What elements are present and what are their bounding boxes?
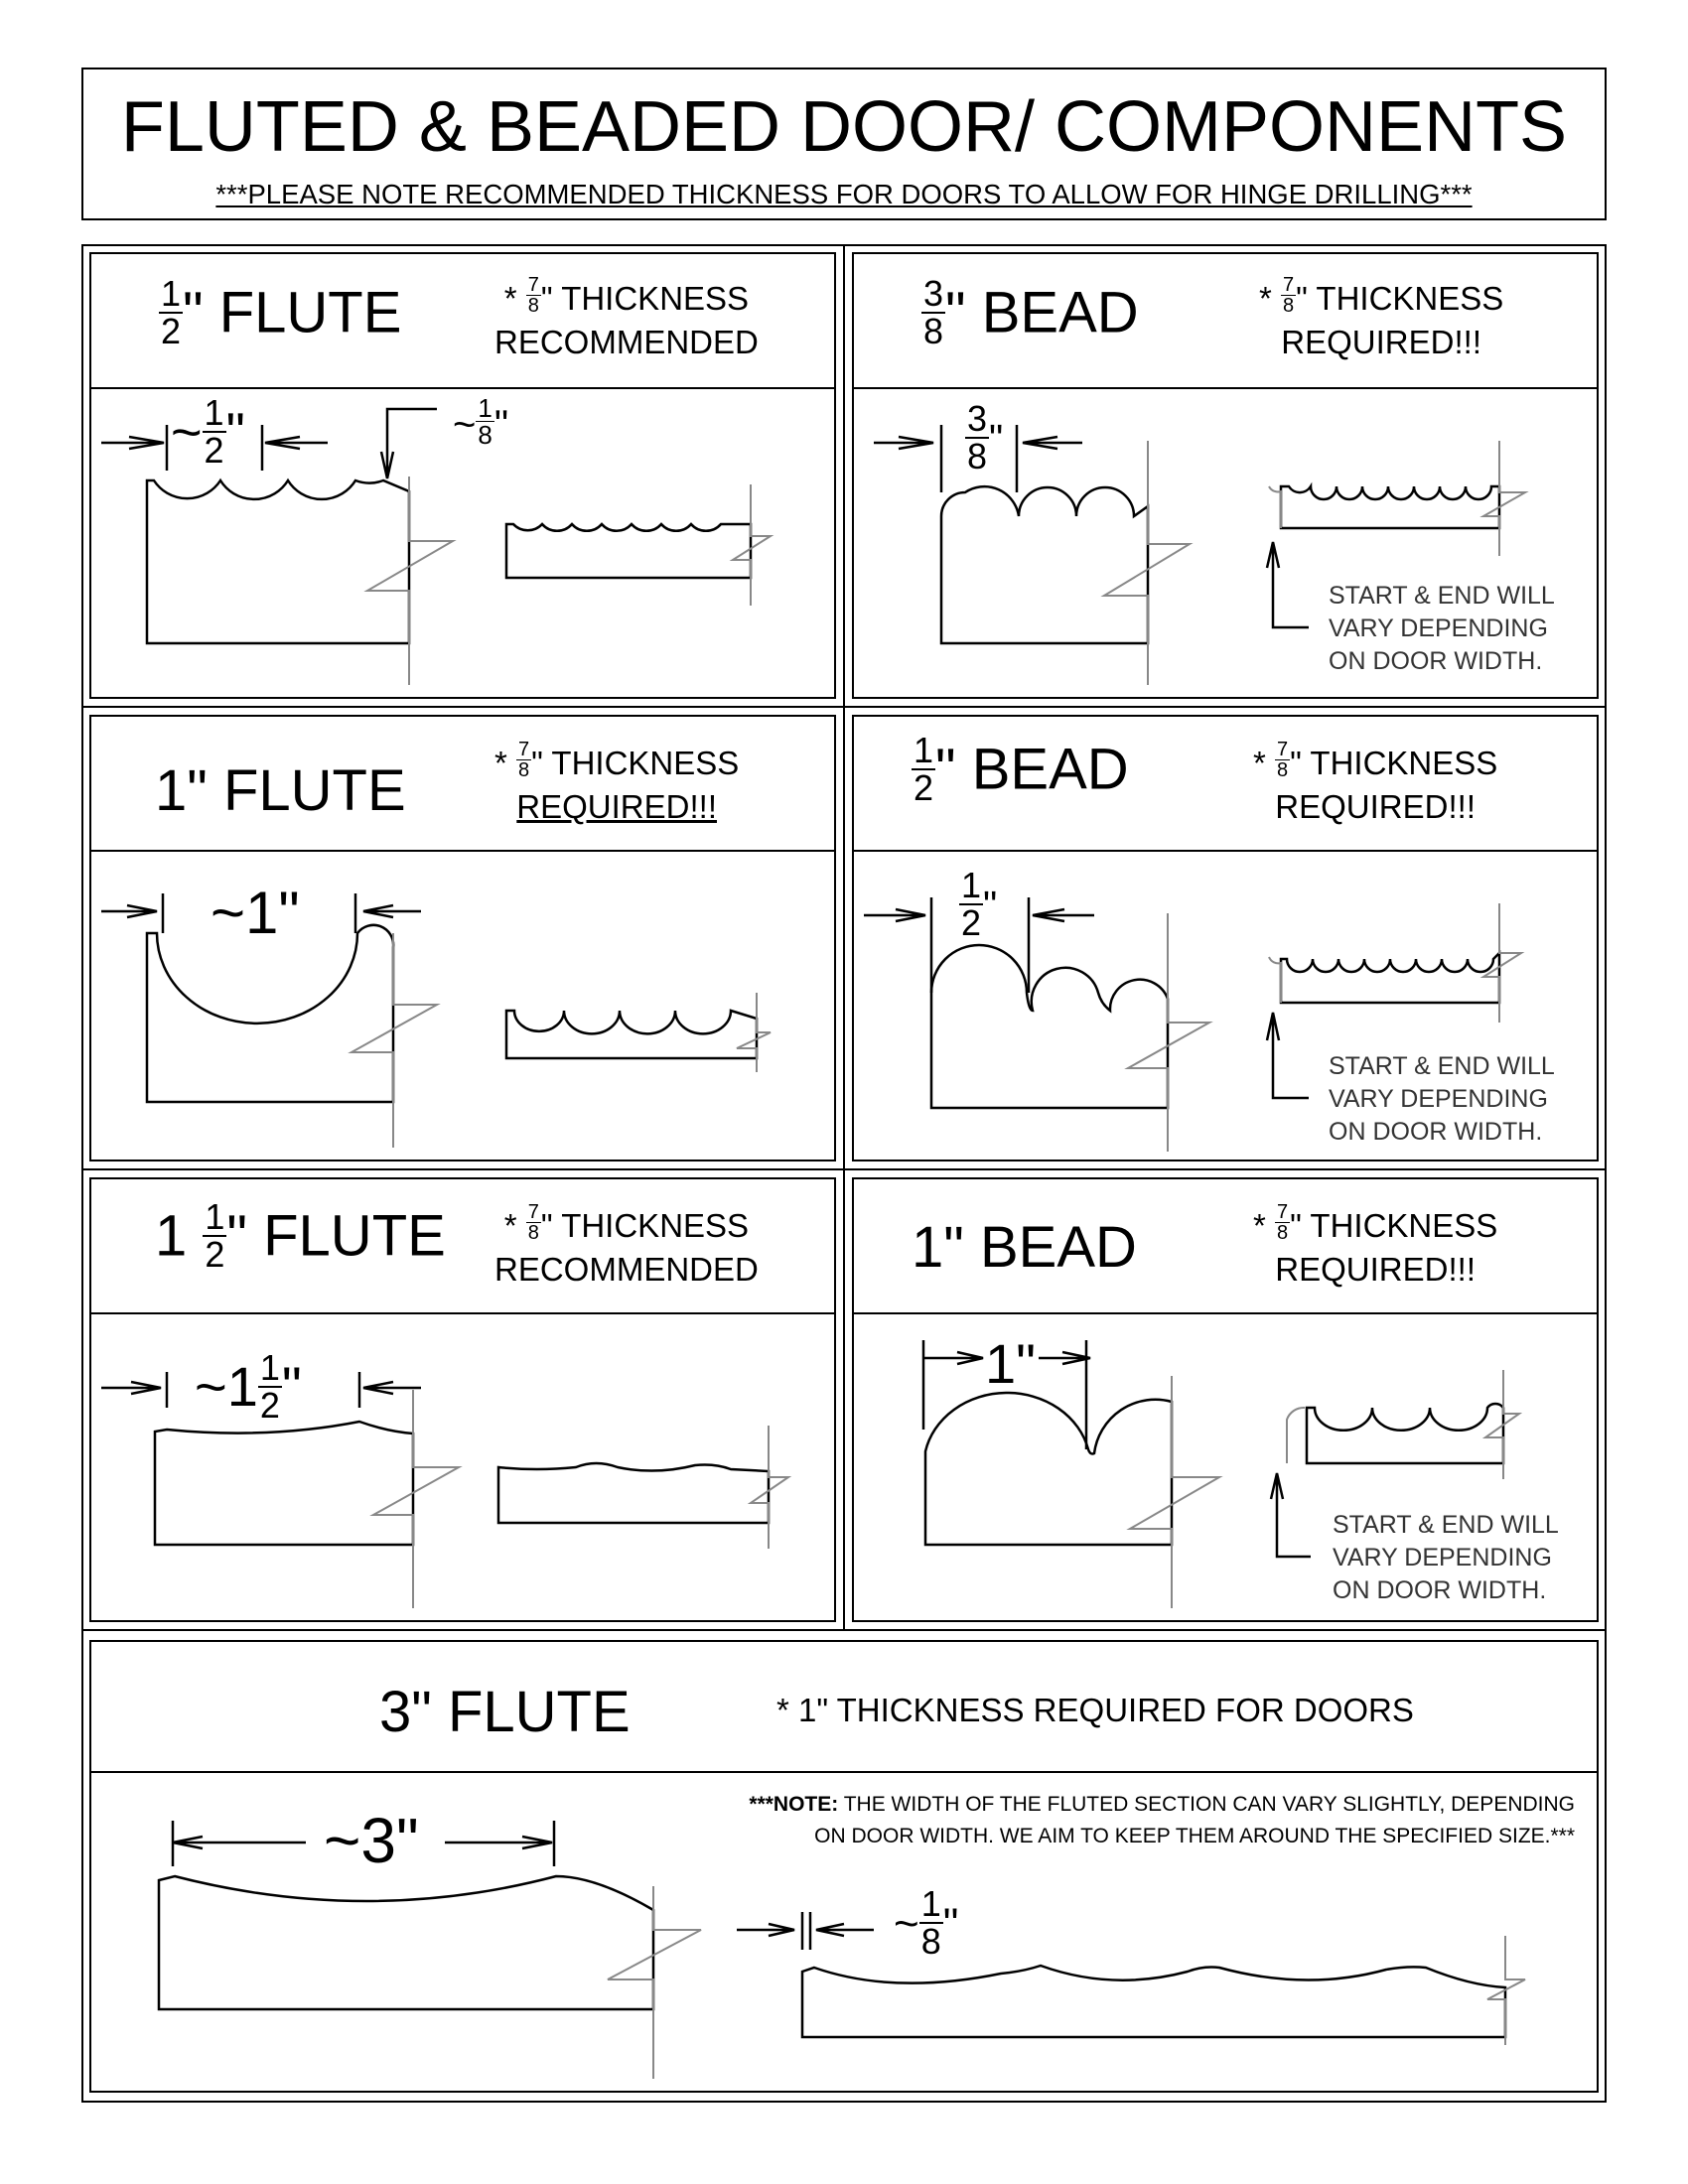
flute-width-dimension: ~3" <box>324 1805 419 1876</box>
panel-title: $\frac{1}{2}$ " BEAD <box>914 730 1129 808</box>
thickness-note: * $\frac{7}{8}$ " THICKNESS RECOMMENDED <box>494 273 759 360</box>
flute-width-dimension: ~1" <box>211 880 300 946</box>
bead-width-dimension: 1" <box>985 1332 1037 1395</box>
thickness-note: * $\frac{7}{8}$ " THICKNESS REQUIRED!!! <box>1253 738 1498 825</box>
panel-title: 1 $\frac{1}{2}$ " FLUTE <box>155 1196 446 1275</box>
page-title: FLUTED & BEADED DOOR/ COMPONENTS <box>120 87 1568 167</box>
bead-width-dimension: $\frac{1}{2}$ " <box>961 865 998 943</box>
thickness-note: * $\frac{7}{8}$ " THICKNESS REQUIRED!!! <box>1253 1200 1498 1288</box>
bead-width-dimension: $\frac{3}{8}$ " <box>967 398 1004 477</box>
page-subtitle: ***PLEASE NOTE RECOMMENDED THICKNESS FOR DOORS TO ALLOW FOR HINGE DRILLING*** <box>215 179 1473 209</box>
thickness-note: * $\frac{7}{8}$ " THICKNESS RECOMMENDED <box>494 1200 759 1288</box>
flute-width-dimension: ~ $\frac{1}{2}$ " <box>171 392 245 471</box>
width-variation-note: ***NOTE: THE WIDTH OF THE FLUTED SECTION CAN VARY SLIGHTLY, DEPENDING ON DOOR WIDTH. WE AIM TO KEEP THEM AROUND THE SPECIFIED SIZE.*** <box>749 1793 1575 1847</box>
panel-title: 1" BEAD <box>912 1215 1137 1280</box>
flute-depth-dimension: ~ $\frac{1}{8}$ " <box>453 393 509 450</box>
panel-title: $\frac{1}{2}$ " FLUTE <box>161 273 402 351</box>
panel-title: 1" FLUTE <box>155 758 406 823</box>
thickness-note: * $\frac{7}{8}$ " THICKNESS REQUIRED!!! <box>1259 273 1504 360</box>
title-fraction: $\frac{1}{2}$ <box>161 273 182 351</box>
start-end-note: START & END WILL VARY DEPENDING ON DOOR WIDTH. <box>1329 1052 1555 1146</box>
thickness-note: * $\frac{7}{8}$ " THICKNESS REQUIRED!!! <box>494 738 740 825</box>
flute-width-dimension: ~1 $\frac{1}{2}$ " <box>195 1347 302 1426</box>
thickness-note: * 1" THICKNESS REQUIRED FOR DOORS <box>776 1692 1414 1728</box>
flute-depth-dimension: ~ $\frac{1}{8}$ " <box>894 1883 959 1962</box>
start-end-note: START & END WILL VARY DEPENDING ON DOOR WIDTH. <box>1333 1511 1559 1604</box>
start-end-note: START & END WILL VARY DEPENDING ON DOOR WIDTH. <box>1329 582 1555 675</box>
panel-title: $\frac{3}{8}$ " BEAD <box>923 273 1139 351</box>
panel-title: 3" FLUTE <box>379 1680 631 1744</box>
